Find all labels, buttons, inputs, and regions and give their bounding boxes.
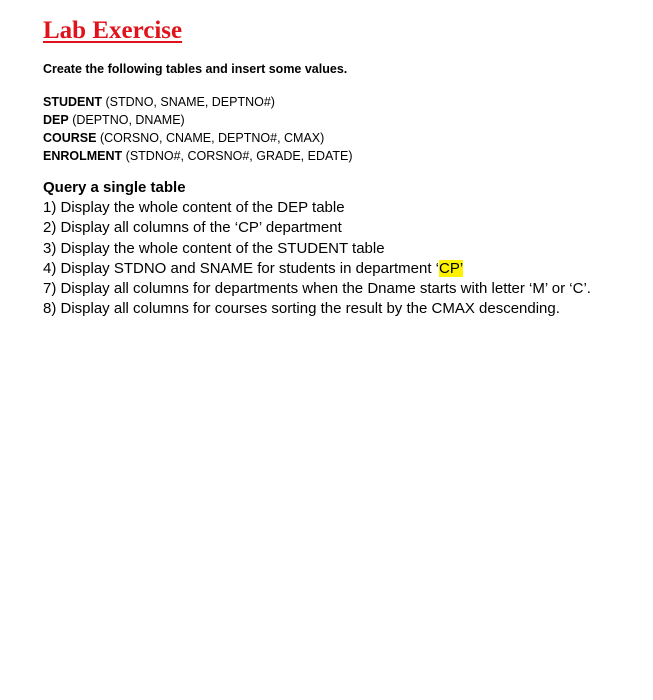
query-item-8: 8) Display all columns for courses sorting the result by the CMAX descending.: [43, 300, 560, 318]
schema-name: STUDENT: [43, 95, 103, 109]
query-heading: Query a single table: [43, 179, 186, 196]
schema-list: [43, 93, 353, 165]
schema-enrolment: [43, 147, 353, 165]
query-item-1: 1) Display the whole content of the DEP table: [43, 199, 345, 216]
schema-name: COURSE: [43, 131, 97, 145]
query-item-2: 2) Display all columns of the ‘CP’ department: [43, 219, 342, 237]
schema-columns: (STDNO#, CORSNO#, GRADE, EDATE): [125, 149, 353, 163]
schema-columns: (STDNO, SNAME, DEPTNO#): [105, 95, 275, 109]
schema-dep: [43, 111, 353, 129]
query-item-3: 3) Display the whole content of the STUDENT table: [43, 239, 385, 257]
schema-course: [43, 129, 353, 147]
query-item-4-text: 4) Display STDNO and SNAME for students in department ‘: [43, 259, 439, 277]
schema-columns: (CORSNO, CNAME, DEPTNO#, CMAX): [99, 131, 325, 145]
schema-student: [43, 93, 353, 111]
query-item-7: 7) Display all columns for departments when the Dname starts with letter ‘M’ or ‘C’.: [43, 280, 591, 298]
schema-columns: (DEPTNO, DNAME): [72, 113, 185, 127]
query-list: [43, 198, 591, 320]
page-title: Lab Exercise: [43, 17, 183, 44]
highlighted-text: CP’: [439, 259, 464, 277]
schema-name: ENROLMENT: [43, 149, 123, 163]
schema-name: DEP: [43, 113, 69, 127]
intro-text: Create the following tables and insert some values.: [43, 62, 348, 76]
query-item-4: [43, 259, 591, 279]
query-section: [43, 178, 591, 320]
